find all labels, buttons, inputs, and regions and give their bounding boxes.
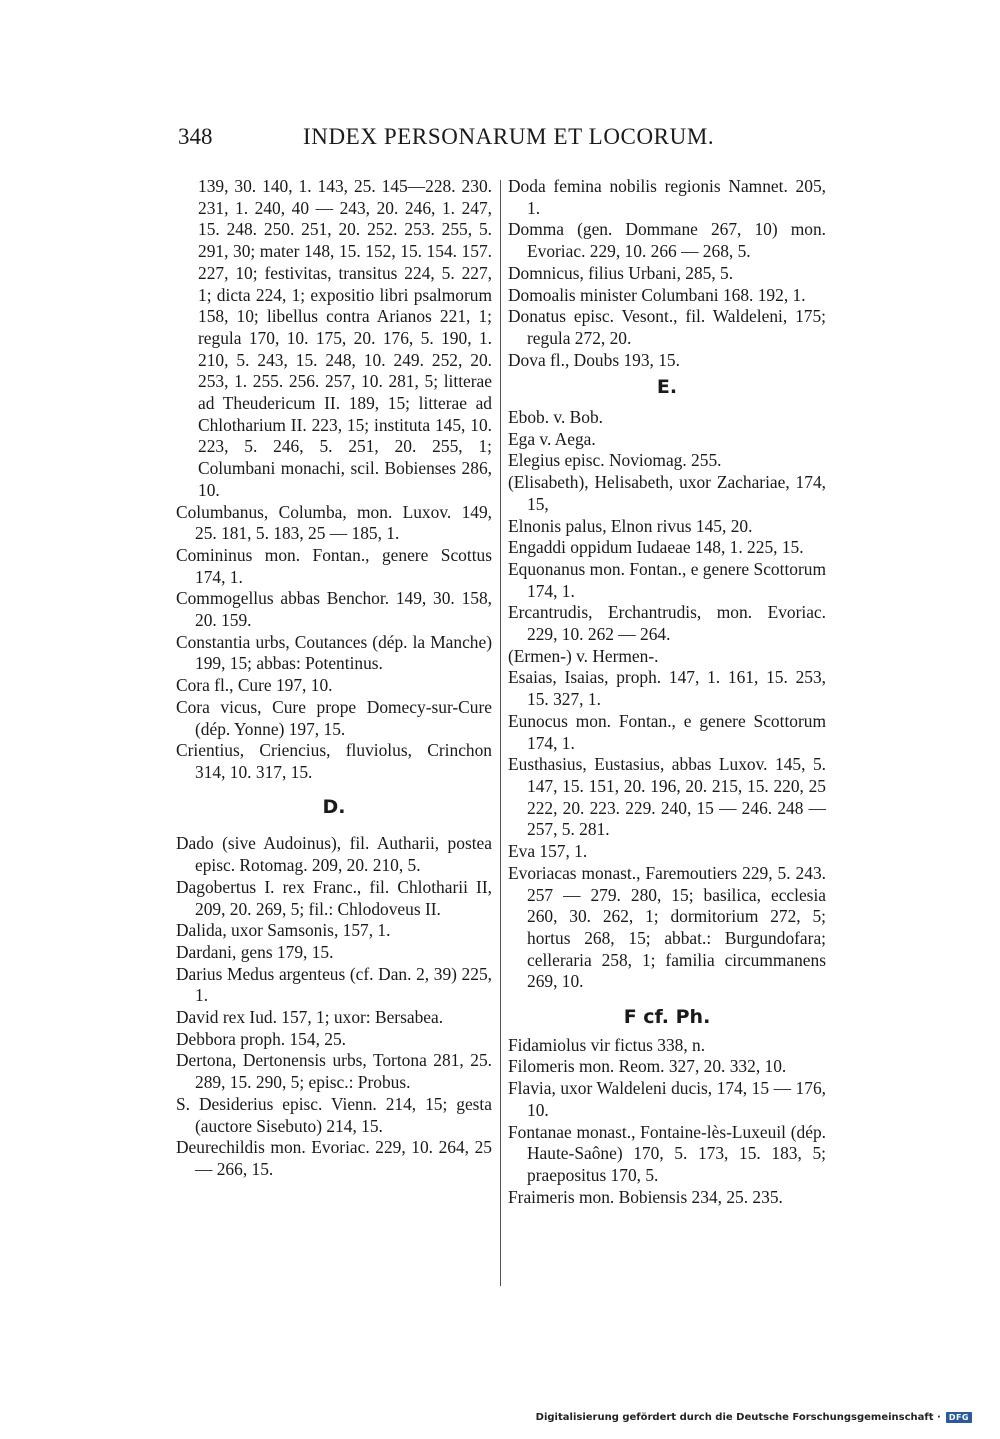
index-entry: Domoalis minister Columbani 168. 192, 1. [508, 284, 806, 305]
index-entry: Constantia urbs, Coutances (dép. la Manche) 199, 15; abbas: Potentinus. [176, 631, 492, 674]
index-entry: Deurechildis mon. Evoriac. 229, 10. 264, 25 — 266, 15. [176, 1137, 492, 1179]
index-entry: Domnicus, filius Urbani, 285, 5. [508, 262, 734, 283]
index-entry: Darius Medus argenteus (cf. Dan. 2, 39) 225, 1. [176, 963, 492, 1006]
index-entry: Elegius episc. Noviomag. 255. [508, 450, 722, 471]
index-entry: 139, 30. 140, 1. 143, 25. 145—228. 230. 231, 1. 240, 40 — 243, 20. 246, 1. 247, 15. 248. 250. 251, 20. 252. 253. 255, 5. 291, 30; mater 148, 15. 152, 15. 154. 157. 227, 10; festivitas, transitus 224, 5. 227, 1; dicta 224, 1; expositio libri psalmorum 158, 10; libellus contra Arianos 221, 1; regula 170, 10. 175, 20. 176, 5. 190, 1. 210, 5. 243, 15. 248, 10. 249. 252, 20. 253, 1. 255. 256. 257, 10. 281, 5; litterae ad Theudericum II. 189, 15; litterae ad Chlotharium II. 223, 15; instituta 145, 10. 223, 5. 246, 5. 251, 20. 255, 1; Columbani monachi, scil. Bobienses 286, 10. [198, 176, 492, 500]
digitization-footer [536, 1412, 972, 1423]
index-entry: Cora vicus, Cure prope Domecy-sur-Cure (dép. Yonne) 197, 15. [176, 696, 492, 739]
index-entry: Doda femina nobilis regionis Namnet. 205, 1. [508, 176, 826, 218]
index-entry: Elnonis palus, Elnon rivus 145, 20. [508, 515, 753, 536]
index-entry: Crientius, Criencius, fluviolus, Crinchon 314, 10. 317, 15. [176, 740, 492, 782]
section-heading-f: F cf. Ph. [623, 1006, 711, 1029]
page-header [178, 124, 826, 158]
index-entry: Domma (gen. Dommane 267, 10) mon. Evoriac. 229, 10. 266 — 268, 5. [508, 219, 826, 262]
index-entry: Dalida, uxor Samsonis, 157, 1. [176, 920, 391, 941]
index-entry: Debbora proph. 154, 25. [176, 1028, 347, 1049]
index-entry: Dagobertus I. rex Franc., fil. Chlotharii II, 209, 20. 269, 5; fil.: Chlodoveus II. [176, 876, 492, 919]
index-entry: Ebob. v. Bob. [508, 407, 604, 428]
index-entry: Ercantrudis, Erchantrudis, mon. Evoriac. 229, 10. 262 — 264. [508, 602, 826, 645]
running-title: INDEX PERSONARUM ET LOCORUM. [303, 124, 715, 149]
page-number: 348 [178, 124, 213, 149]
index-entry: Flavia, uxor Waldeleni ducis, 174, 15 — 176, 10. [508, 1078, 826, 1120]
dfg-logo: DFG [946, 1412, 972, 1423]
index-entry: Eunocus mon. Fontan., e genere Scottorum 174, 1. [508, 710, 826, 753]
right-column [508, 176, 826, 1208]
index-entry: Comininus mon. Fontan., genere Scottus 174, 1. [176, 544, 492, 587]
index-entry: Fraimeris mon. Bobiensis 234, 25. 235. [508, 1186, 783, 1207]
index-entry: Ega v. Aega. [508, 428, 596, 449]
index-entry: Dova fl., Doubs 193, 15. [508, 349, 680, 370]
index-entry: Commogellus abbas Benchor. 149, 30. 158, 20. 159. [176, 588, 492, 631]
left-column [176, 176, 492, 1181]
index-entry: David rex Iud. 157, 1; uxor: Bersabea. [176, 1007, 444, 1028]
index-entry: Eusthasius, Eustasius, abbas Luxov. 145, 5. 147, 15. 151, 20. 196, 20. 215, 15. 220, 25 222, 20. 223. 229. 240, 15 — 246. 248 — 257, 5. 281. [508, 754, 826, 840]
index-entry: Esaias, Isaias, proph. 147, 1. 161, 15. 253, 15. 327, 1. [508, 667, 826, 710]
index-entry: Dertona, Dertonensis urbs, Tortona 281, 25. 289, 15. 290, 5; episc.: Probus. [176, 1050, 492, 1093]
index-entry: (Elisabeth), Helisabeth, uxor Zachariae, 174, 15, [508, 472, 826, 514]
index-entry: Eva 157, 1. [508, 841, 588, 862]
index-entry: Filomeris mon. Reom. 327, 20. 332, 10. [508, 1056, 787, 1077]
section-heading-d: D. [322, 795, 346, 818]
column-divider [500, 180, 501, 1286]
index-entry: Evoriacas monast., Faremoutiers 229, 5. 243. 257 — 279. 280, 15; basilica, ecclesia 260, 30. 262, 1; dormitorium 272, 5; hortus 268, 15; abbat.: Burgundofara; celleraria 258, 1; familia circummanens 269, 10. [508, 862, 826, 992]
footer-credit: Digitalisierung gefördert durch die Deutsche Forschungsgemeinschaft · [535, 1412, 941, 1423]
index-entry: Cora fl., Cure 197, 10. [176, 675, 333, 696]
index-entry: S. Desiderius episc. Vienn. 214, 15; gesta (auctore Sisebuto) 214, 15. [176, 1093, 492, 1136]
index-entry: Dardani, gens 179, 15. [176, 941, 334, 962]
index-entry: Dado (sive Audoinus), fil. Autharii, postea episc. Rotomag. 209, 20. 210, 5. [176, 833, 492, 876]
index-entry: Columbanus, Columba, mon. Luxov. 149, 25. 181, 5. 183, 25 — 185, 1. [176, 501, 492, 544]
index-entry: Fontanae monast., Fontaine-lès-Luxeuil (dép. Haute-Saône) 170, 5. 173, 15. 183, 5; praepositus 170, 5. [508, 1121, 826, 1185]
index-entry: (Ermen-) v. Hermen-. [508, 645, 659, 666]
index-entry: Fidamiolus vir fictus 338, n. [508, 1034, 706, 1055]
index-entry: Engaddi oppidum Iudaeae 148, 1. 225, 15. [508, 537, 804, 558]
section-heading-e: E. [656, 376, 678, 399]
index-entry: Equonanus mon. Fontan., e genere Scottorum 174, 1. [508, 558, 826, 601]
index-entry: Donatus episc. Vesont., fil. Waldeleni, 175; regula 272, 20. [508, 306, 826, 348]
